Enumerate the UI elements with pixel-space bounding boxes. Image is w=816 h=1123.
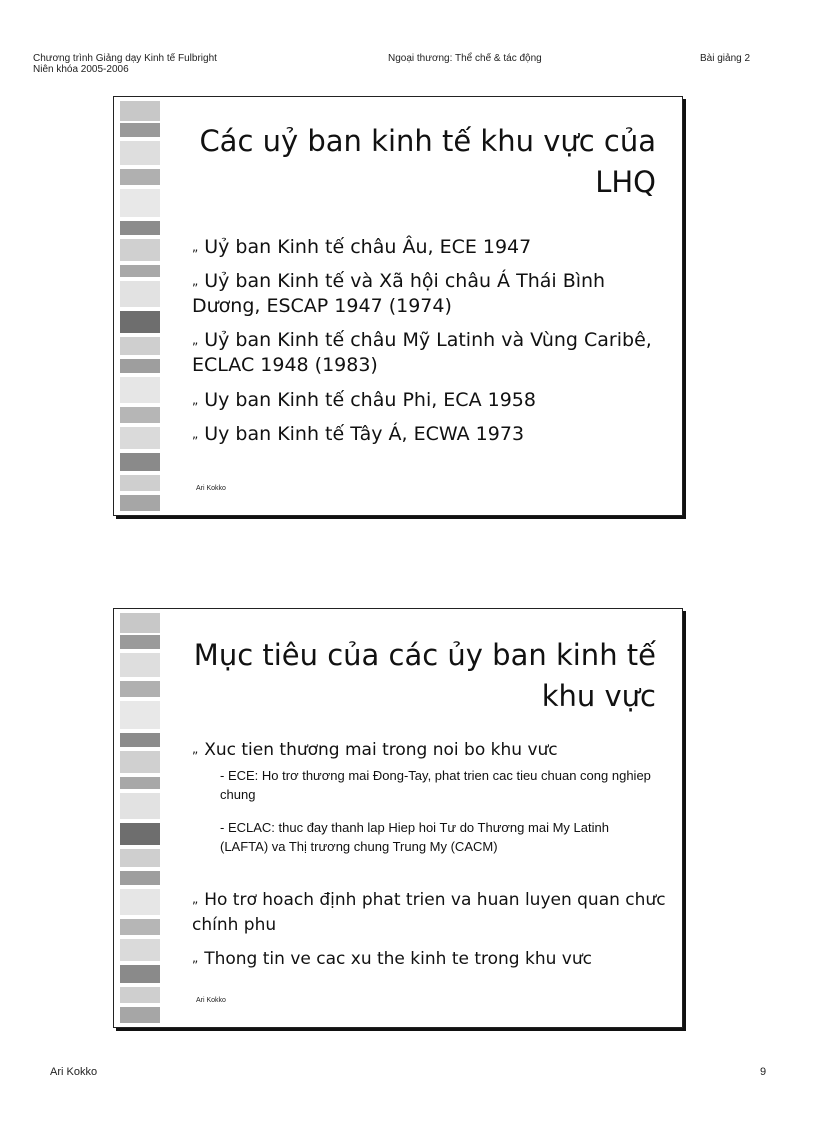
slide-2-sub-item: - ECE: Ho trơ thương mai Đong-Tay, phat trien cac tieu chuan cong nghiep chung xyxy=(220,768,651,802)
footer-author: Ari Kokko xyxy=(50,1066,98,1078)
slide-2-sub-item: - ECLAC: thuc đay thanh lap Hiep hoi Tư do Thương mai My Latinh (LAFTA) va Thị trương chung Trung My (CACM) xyxy=(220,820,609,854)
slide-2-bullet: „ Thong tin ve cac xu the kinh te trong khu vưc xyxy=(192,949,592,969)
slide-1-bullet: „ Uỷ ban Kinh tế và Xã hội châu Á Thái Bình Dương, ESCAP 1947 (1974) xyxy=(192,270,606,317)
slide-2-author: Ari Kokko xyxy=(196,997,226,1004)
slide-2-bullet: „ Xuc tien thương mai trong noi bo khu vưc xyxy=(192,740,558,760)
bullet-marker: „ xyxy=(192,742,199,756)
slide-2-bullet: „ Ho trơ hoach định phat trien va huan luyen quan chưc chính phu xyxy=(192,890,666,935)
bullet-marker: „ xyxy=(192,333,199,347)
program-name: Chương trình Giảng dạy Kinh tế Fulbright Niên khóa 2005-2006 xyxy=(33,53,217,75)
bullet-marker: „ xyxy=(192,274,199,288)
slide-1-bullet: „ Uy ban Kinh tế Tây Á, ECWA 1973 xyxy=(192,423,525,445)
slide-decoration-stripes xyxy=(114,97,169,515)
slide-1-bullet: „ Uỷ ban Kinh tế châu Mỹ Latinh và Vùng Caribê, ECLAC 1948 (1983) xyxy=(192,329,652,376)
slide-1-title: Các uỷ ban kinh tế khu vực của LHQ xyxy=(199,124,656,199)
slide-1-author: Ari Kokko xyxy=(196,485,226,492)
slide-decoration-stripes xyxy=(114,609,169,1027)
slide-1 xyxy=(113,96,683,516)
bullet-marker: „ xyxy=(192,951,199,965)
bullet-marker: „ xyxy=(192,240,199,254)
course-subject: Ngoại thương: Thể chế & tác động xyxy=(388,53,542,64)
lecture-number: Bài giảng 2 xyxy=(700,53,751,64)
slide-2-title: Mục tiêu của các ủy ban kinh tế khu vực xyxy=(193,638,656,713)
bullet-marker: „ xyxy=(192,427,199,441)
page-number: 9 xyxy=(760,1066,767,1078)
slide-2 xyxy=(113,608,683,1028)
slide-1-bullet: „ Uỷ ban Kinh tế châu Âu, ECE 1947 xyxy=(192,236,532,258)
slide-1-bullet: „ Uy ban Kinh tế châu Phi, ECA 1958 xyxy=(192,389,536,411)
bullet-marker: „ xyxy=(192,393,199,407)
bullet-marker: „ xyxy=(192,892,199,906)
